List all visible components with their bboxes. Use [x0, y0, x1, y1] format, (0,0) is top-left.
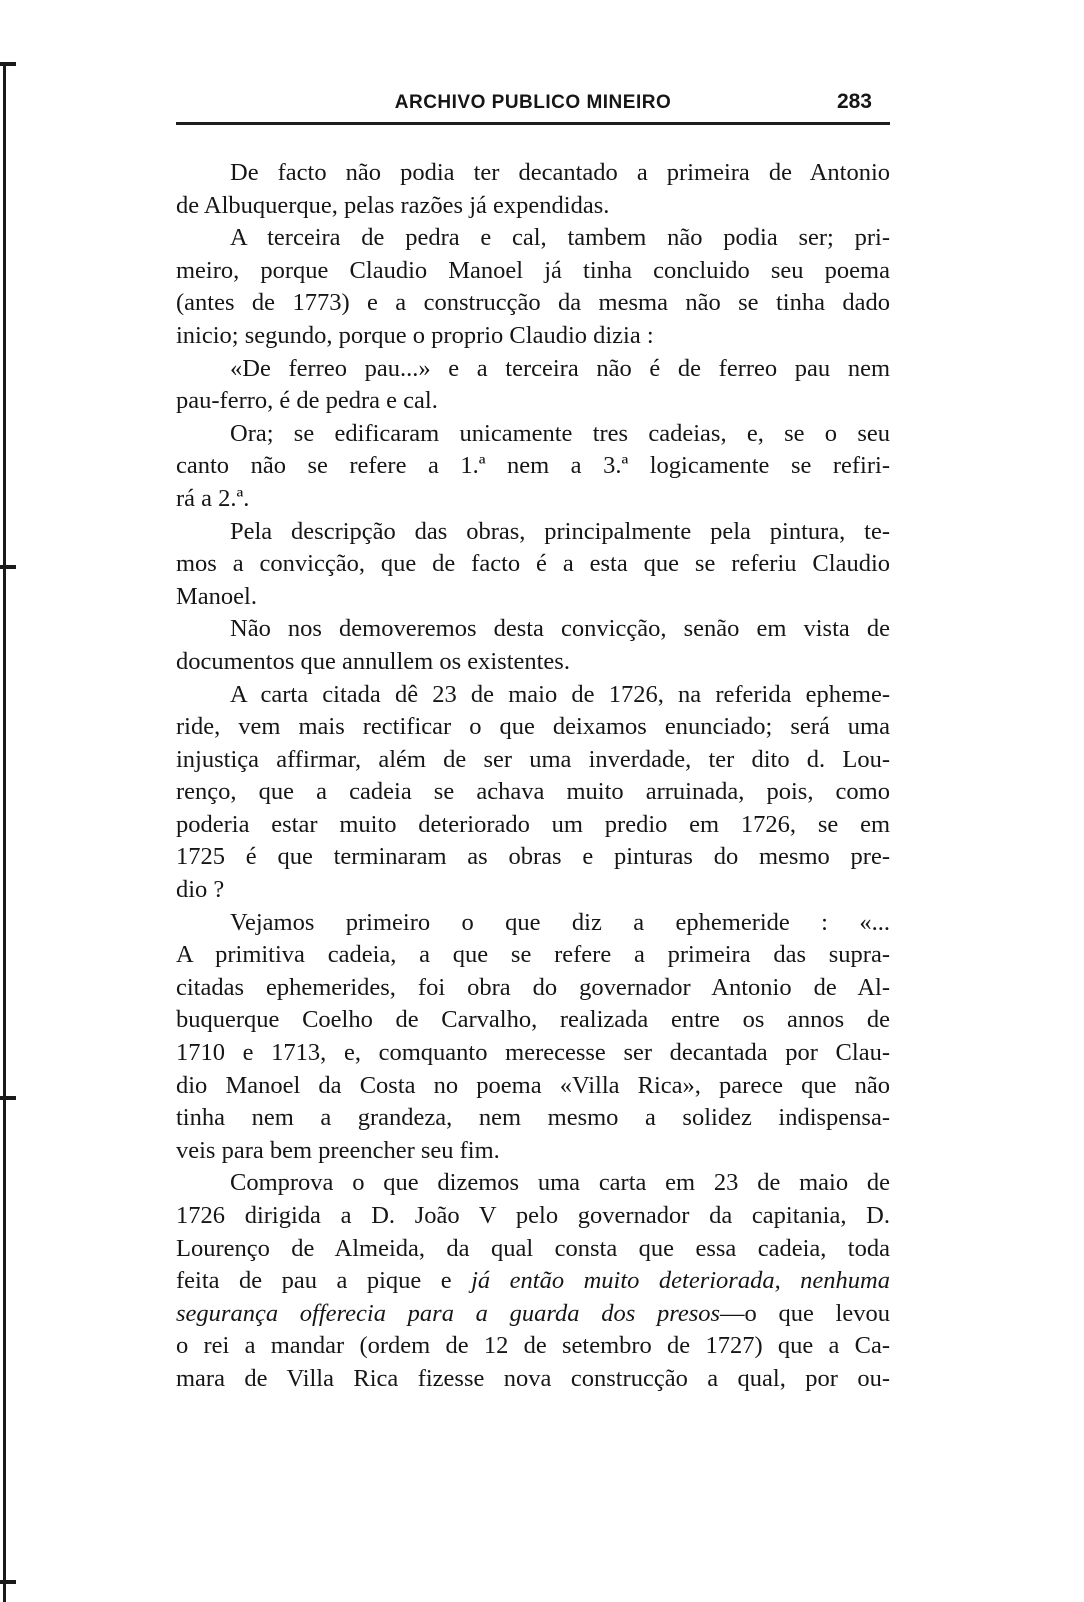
binding-edge: [0, 0, 10, 1602]
text-line: (antes de 1773) e a construcção da mesma não se tinha dado: [176, 289, 890, 317]
text-line: buquerque Coelho de Carvalho, realizada entre os annos de: [176, 1006, 890, 1034]
text-line: mos a convicção, que de facto é a esta que se referiu Claudio: [176, 550, 890, 578]
text-line: rá a 2.ª.: [176, 484, 250, 512]
text-line: «De ferreo pau...» e a terceira não é de ferreo pau nem: [230, 354, 890, 382]
text-line: [176, 1298, 890, 1331]
text-line: De facto não podia ter decantado a primeira de Antonio: [230, 159, 890, 186]
text-line: citadas ephemerides, foi obra do governador Antonio de Al-: [176, 973, 890, 1001]
italic-text: segurança offerecia para a guarda dos presos: [176, 1299, 721, 1327]
text-line: documentos que annullem os existentes.: [176, 647, 570, 675]
text-line: 1726 dirigida a D. João V pelo governador da capitania, D.: [176, 1202, 890, 1229]
body-text: [176, 157, 890, 1396]
text-line: dio Manoel da Costa no poema «Villa Rica», parece que não: [176, 1071, 890, 1099]
text-line: Pela descripção das obras, principalmente pela pintura, te-: [230, 517, 890, 545]
text-line: de Albuquerque, pelas razões já expendidas.: [176, 191, 610, 219]
text-line: Ora; se edificaram unicamente tres cadeias, e, se o seu: [230, 419, 890, 447]
text-line: injustiça affirmar, além de ser uma inverdade, ter dito d. Lou-: [176, 745, 890, 773]
book-page: [176, 88, 890, 1396]
text-line: tinha nem a grandeza, nem mesmo a solidez indispensa-: [176, 1104, 890, 1132]
text-segment: —o que levou: [720, 1299, 890, 1327]
text-line: poderia estar muito deteriorado um predio em 1726, se em: [176, 810, 890, 838]
binding-mark: [0, 1096, 16, 1100]
text-line: dio ?: [176, 876, 225, 904]
text-line: renço, que a cadeia se achava muito arruinada, pois, como: [176, 778, 890, 806]
text-line: Comprova o que dizemos uma carta em 23 de maio de: [230, 1169, 890, 1197]
text-line: o rei a mandar (ordem de 12 de setembro de 1727) que a Ca-: [176, 1332, 890, 1360]
text-line: Lourenço de Almeida, da qual consta que essa cadeia, toda: [176, 1234, 890, 1262]
text-line: A primitiva cadeia, a que se refere a primeira das supra-: [176, 941, 890, 969]
page-number: 283: [836, 90, 872, 113]
text-line: inicio; segundo, porque o proprio Claudio dizia :: [176, 321, 654, 349]
text-line: 1710 e 1713, e, comquanto merecesse ser decantada por Clau-: [176, 1039, 890, 1067]
running-head: [176, 88, 890, 125]
binding-shadow-line: [3, 62, 6, 1602]
text-line: mara de Villa Rica fizesse nova construcção a qual, por ou-: [176, 1364, 890, 1392]
text-line: A carta citada dê 23 de maio de 1726, na referida epheme-: [230, 680, 890, 708]
running-title: ARCHIVO PUBLICO MINEIRO: [394, 92, 672, 113]
text-line: Manoel.: [176, 582, 257, 610]
text-line: [176, 1265, 890, 1298]
binding-mark: [0, 1580, 16, 1584]
binding-mark: [0, 565, 16, 569]
text-line: 1725 é que terminaram as obras e pinturas do mesmo pre-: [176, 843, 890, 871]
text-line: pau-ferro, é de pedra e cal.: [176, 387, 438, 415]
text-line: Não nos demoveremos desta convicção, senão em vista de: [230, 615, 890, 643]
text-line: ride, vem mais rectificar o que deixamos enunciado; será uma: [176, 713, 890, 741]
italic-text: já então muito deteriorada, nenhuma: [471, 1267, 890, 1295]
text-line: veis para bem preencher seu fim.: [176, 1136, 500, 1164]
text-line: meiro, porque Claudio Manoel já tinha concluido seu poema: [176, 256, 890, 284]
text-line: Vejamos primeiro o que diz a ephemeride : «...: [230, 908, 890, 936]
text-line: canto não se refere a 1.ª nem a 3.ª logicamente se refiri-: [176, 452, 890, 480]
text-segment: feita de pau a pique e: [176, 1267, 472, 1295]
text-line: A terceira de pedra e cal, tambem não podia ser; pri-: [230, 224, 890, 252]
binding-mark: [0, 62, 16, 66]
